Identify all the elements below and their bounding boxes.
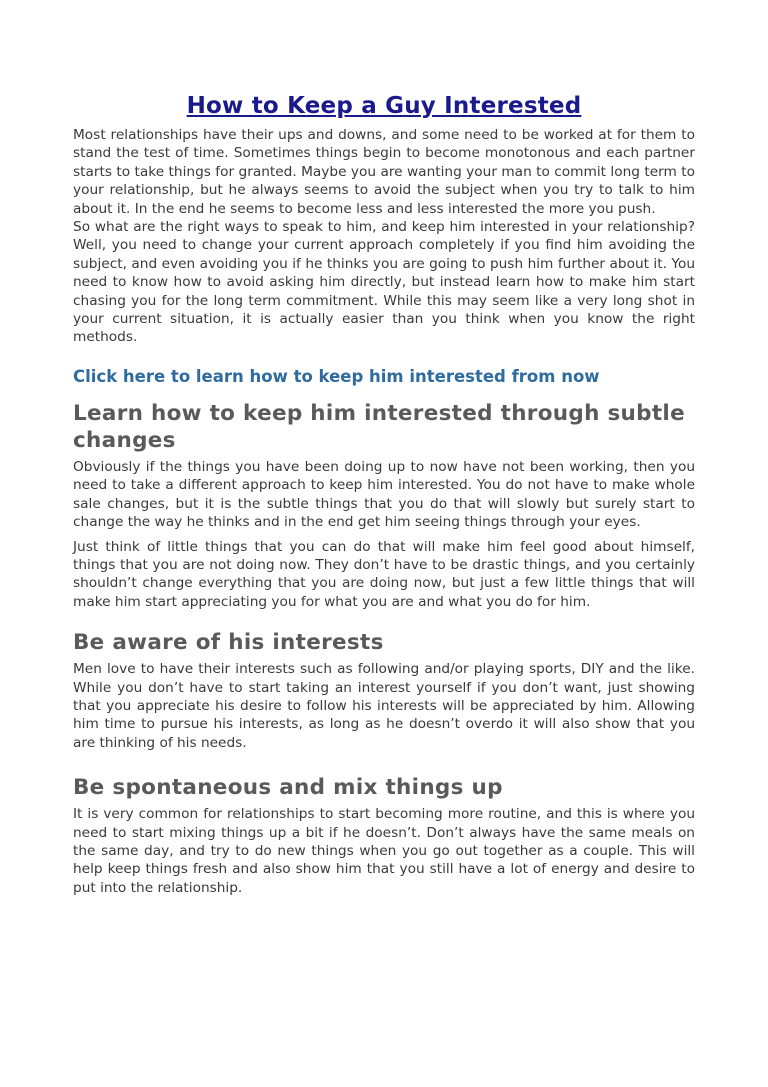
learn-more-link[interactable]: Click here to learn how to keep him interested from now — [73, 366, 600, 386]
section-heading-interests: Be aware of his interests — [73, 630, 384, 656]
intro-paragraph-1: Most relationships have their ups and downs, and some need to be worked at for them to stand the test of time. Sometimes things begin to become monotonous and each partner starts to take things for granted. Maybe you are wanting your man to commit long term to your relationship, but he always seems to avoid the subject when you try to talk to him about it. In the end he seems to become less and less interested the more you push. — [73, 127, 695, 217]
subtle-changes-paragraph-1: Obviously if the things you have been doing up to now have not been working, then you need to take a different approach to keep him interested. You do not have to make whole sale changes, but it is the subtle things that you do that will slowly but surely start to change the way he thinks and in the end get him seeing things through your eyes. — [73, 458, 695, 531]
spontaneous-paragraph: It is very common for relationships to start becoming more routine, and this is where you need to start mixing things up a bit if he doesn’t. Don’t always have the same meals on the same day, and try to do new things when you go out together as a couple. This will help keep things fresh and also show him that you still have a lot of energy and desire to put into the relationship. — [73, 806, 695, 896]
intro-paragraph-2: So what are the right ways to speak to him, and keep him interested in your relationship? Well, you need to change your current approach completely if you find him avoiding the subject, and even avoiding you if he thinks you are going to push him further about it. You need to know how to avoid asking him directly, but instead learn how to make him start chasing you for the long term commitment. While this may seem like a very long shot in your current situation, it is actually easier than you think when you know the right methods. — [73, 219, 695, 346]
subtle-changes-paragraph-2: Just think of little things that you can do that will make him feel good about himself, things that you are not doing now. They don’t have to be drastic things, and you certainly shouldn’t change everything that you are doing now, but just a few little things that will make him start appreciating you for what you are and what you do for him. — [73, 538, 695, 610]
section-heading-spontaneous: Be spontaneous and mix things up — [73, 775, 503, 801]
section-heading-subtle-changes: Learn how to keep him interested through subtle changes — [73, 400, 685, 453]
document-title: How to Keep a Guy Interested — [186, 93, 582, 119]
interests-paragraph: Men love to have their interests such as following and/or playing sports, DIY and the like. While you don’t have to start taking an interest yourself if you don’t want, just showing that you appreciate his desire to follow his interests will be appreciated by him. Allowing him time to pursue his interests, as long as he doesn’t overdo it will also show that you are thinking of his needs. — [73, 661, 695, 751]
document-page — [73, 92, 695, 897]
